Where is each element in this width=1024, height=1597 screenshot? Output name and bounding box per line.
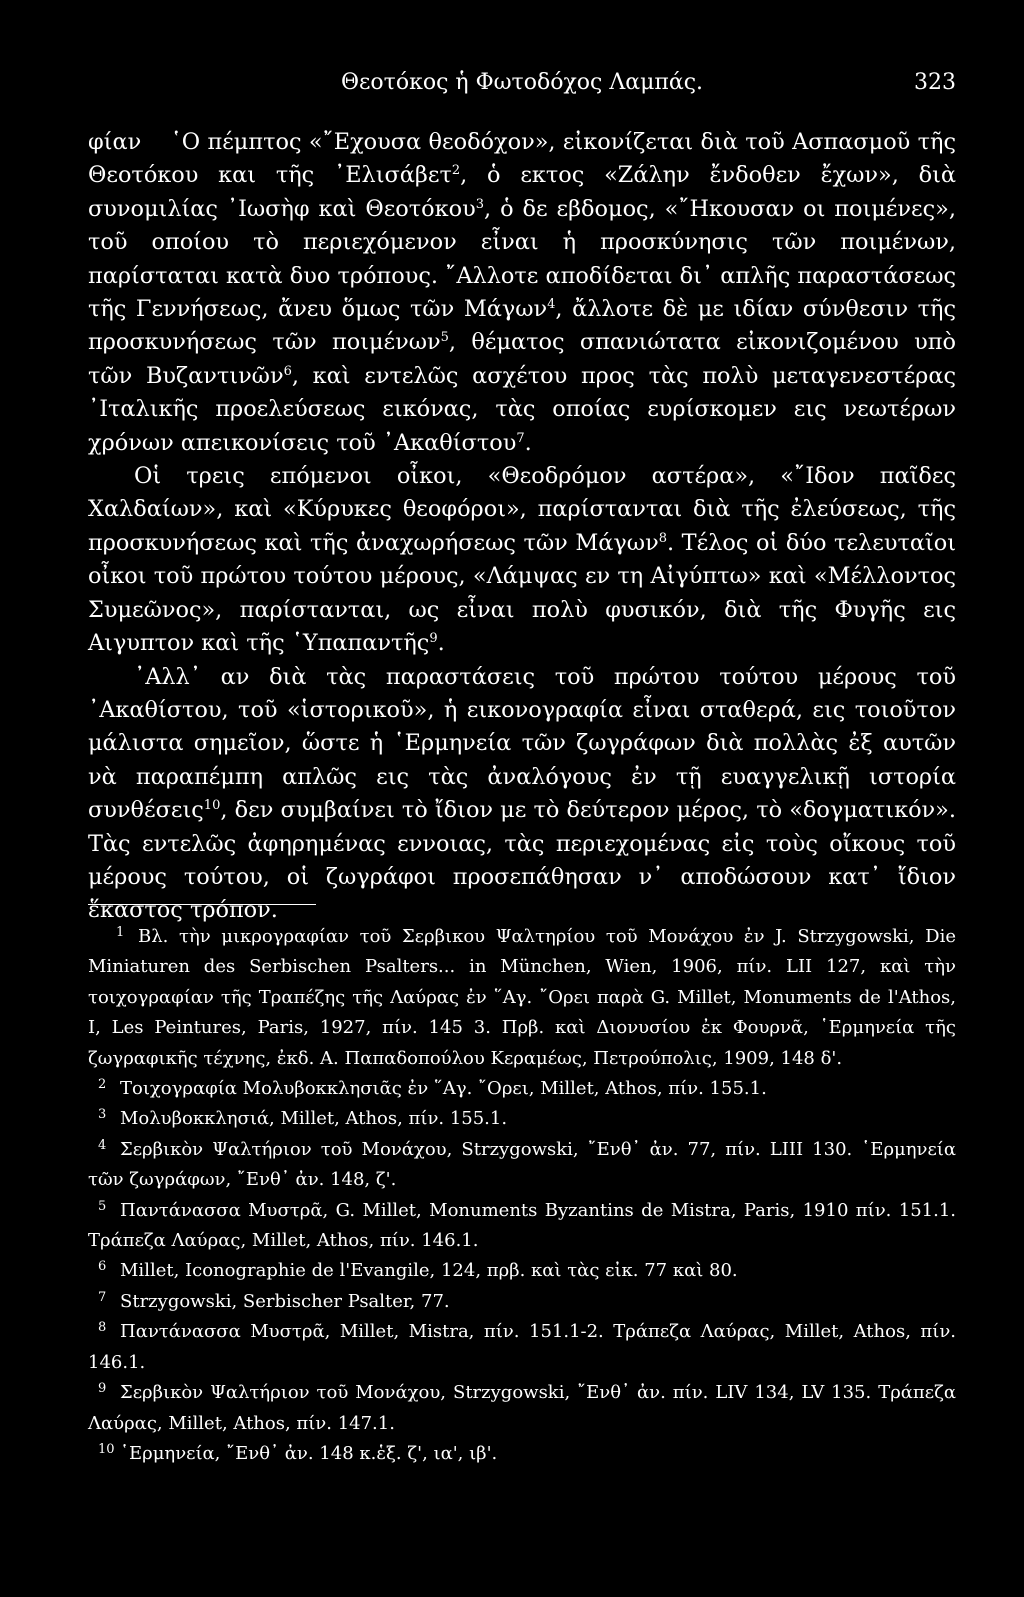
footnote-ref: 2 bbox=[451, 163, 461, 179]
paragraph-text: ῾Ο πέμπτος «῎Εχουσα θεοδόχον», εἰκονίζεται διὰ τοῦ Ασπασμοῦ τῆς Θεοτόκου και τῆς ᾿Ελισάβετ bbox=[88, 129, 957, 189]
footnote-text: Millet, Iconographie de l'Evangile, 124, πρβ. καὶ τὰς εἰκ. 77 καὶ 80. bbox=[120, 1260, 738, 1282]
footnote: 9 Σερβικὸν Ψαλτήριον τοῦ Μονάχου, Strzygowski, ῎Ενθ᾿ ἀν. πίν. LIV 134, LV 135. Τράπεζα Λαύρας, Millet, Athos, πίν. 147.1. bbox=[88, 1381, 956, 1434]
page-number: 323 bbox=[914, 70, 956, 95]
footnote-text: Σερβικὸν Ψαλτήριον τοῦ Μονάχου, Strzygowski, ῎Ενθ᾿ ἀν. 77, πίν. LIII 130. ῾Ερμηνεία τῶν ζωγράφων, ῎Ενθ᾿ ἀν. 148, ζ'. bbox=[88, 1138, 956, 1191]
running-title: Θεοτόκος ἡ Φωτοδόχος Λαμπάς. bbox=[340, 70, 704, 95]
footnote-ref: 9 bbox=[429, 631, 438, 647]
paragraph-1 bbox=[88, 126, 956, 460]
footnote-ref: 7 bbox=[516, 430, 525, 446]
paragraph-text: . bbox=[437, 630, 445, 657]
paragraph-text: , καὶ εντελῶς ασχέτου προς τὰς πολὺ μεταγενεστέρας ᾿Ιταλικῆς προελεύσεως εικόνας, τὰς οποίας ευρίσκομεν εις νεωτέρων χρόνων απεικονίσεις τοῦ ᾿Ακαθίστου bbox=[88, 362, 956, 456]
paragraph-2 bbox=[88, 460, 956, 660]
paragraph-lead-word: φίαν bbox=[88, 129, 142, 155]
footnote: 7 Strzygowski, Serbischer Psalter, 77. bbox=[98, 1289, 450, 1312]
footnote-ref: 6 bbox=[283, 363, 292, 379]
paragraph-3 bbox=[88, 661, 956, 928]
footnote-ref: 8 bbox=[658, 530, 667, 546]
paragraph-text: , θέματος σπανιώτατα εἰκονιζομένου υπὸ τῶν Βυζαντινῶν bbox=[88, 329, 956, 389]
footnote-text: Βλ. τὴν μικρογραφίαν τοῦ Σερβικου Ψαλτηρίου τοῦ Μονάχου ἐν J. Strzygowski, Die Miniaturen des Serbischen Psalters... in München, Wien, 1906, πίν. LII 127, καὶ τὴν τοιχογραφίαν τῆς Τραπέζης τῆς Λαύρας ἐν ῞Αγ. ῎Ορει παρὰ G. Millet, Monuments de l'Athos, I, Les Peintures, Paris, 1927, πίν. 145 3. Πρβ. καὶ Διονυσίου ἐκ Φουρνᾶ, ῾Ερμηνεία τῆς ζωγραφικῆς τέχνης, ἐκδ. Α. Παπαδοπούλου Κεραμέως, Πετρούπολις, 1909, 148 δ'. bbox=[88, 926, 956, 1069]
paragraph-text: Οἱ τρεις επόμενοι οἶκοι, «Θεοδρόμον αστέρα», «῎Ιδον παῖδες Χαλδαίων», καὶ «Κύρυκες θεοφόροι», παρίστανται διὰ τῆς ἐλεύσεως, τῆς προσκυνήσεως καὶ τῆς ἀναχωρήσεως τῶν Μάγων bbox=[88, 463, 956, 556]
footnote: 10 ῾Ερμηνεία, ῎Ενθ᾿ ἀν. 148 κ.ἑξ. ζ', ια', ιβ'. bbox=[98, 1441, 498, 1464]
footnote: 4 Σερβικὸν Ψαλτήριον τοῦ Μονάχου, Strzygowski, ῎Ενθ᾿ ἀν. 77, πίν. LIII 130. ῾Ερμηνεία τῶν ζωγράφων, ῎Ενθ᾿ ἀν. 148, ζ'. bbox=[88, 1137, 956, 1191]
footnotes bbox=[88, 922, 956, 1469]
paragraph-text: . Τέλος οἱ δύο τελευταῖοι οἶκοι τοῦ πρώτου τούτου μέρους, «Λάμψας εν τη Αἰγύπτω» καὶ «Μέλλοντος Συμεῶνος», παρίστανται, ως εἶναι πολὺ φυσικόν, διὰ τῆς Φυγῆς εις Αιγυπτον καὶ τῆς ῾Υπαπαντῆς bbox=[88, 529, 956, 657]
footnote-text: Σερβικὸν Ψαλτήριον τοῦ Μονάχου, Strzygowski, ῎Ενθ᾿ ἀν. πίν. LIV 134, LV 135. Τράπεζα Λαύρας, Millet, Athos, πίν. 147.1. bbox=[88, 1382, 956, 1434]
footnote: 5 Παντάνασσα Μυστρᾶ, G. Millet, Monuments Byzantins de Mistra, Paris, 1910 πίν. 151.1. Τράπεζα Λαύρας, Millet, Athos, πίν. 146.1. bbox=[88, 1198, 956, 1252]
footnote-ref: 10 bbox=[203, 798, 221, 814]
paragraph-text: ᾿Αλλ᾿ αν διὰ τὰς παραστάσεις τοῦ πρώτου τούτου μέρους τοῦ ᾿Ακαθίστου, τοῦ «ἱστορικοῦ», ἡ εικονογραφία εἶναι σταθερά, εις τοιοῦτον μάλιστα σημεῖον, ὥστε ἡ ῾Ερμηνεία τῶν ζωγράφων διὰ πολλὰς ἐξ αυτῶν νὰ παραπέμπη απλῶς εις τὰς ἀναλόγους ἐν τῇ ευαγγελικῇ ιστορία συνθέσεις bbox=[88, 663, 956, 824]
body-text bbox=[88, 126, 956, 928]
footnote-text: Παντάνασσα Μυστρᾶ, G. Millet, Monuments Byzantins de Mistra, Paris, 1910 πίν. 151.1. Τράπεζα Λαύρας, Millet, Athos, πίν. 146.1. bbox=[88, 1199, 956, 1252]
footnote-ref: 4 bbox=[547, 297, 556, 313]
footnote-text: Παντάνασσα Μυστρᾶ, Millet, Mistra, πίν. 151.1-2. Τράπεζα Λαύρας, Millet, Athos, πίν. 146.1. bbox=[88, 1321, 956, 1373]
footnote-text: ῾Ερμηνεία, ῎Ενθ᾿ ἀν. 148 κ.ἑξ. ζ', ια', ιβ'. bbox=[120, 1442, 498, 1464]
footnote-text: Μολυβοκκλησιά, Millet, Athos, πίν. 155.1. bbox=[120, 1108, 508, 1130]
paragraph-text: . bbox=[524, 429, 532, 456]
footnote-separator bbox=[88, 904, 316, 905]
footnote: 8 Παντάνασσα Μυστρᾶ, Millet, Mistra, πίν. 151.1-2. Τράπεζα Λαύρας, Millet, Athos, πίν. 146.1. bbox=[88, 1320, 956, 1373]
paragraph-text: , ἄλλοτε δὲ με ιδίαν σύνθεσιν τῆς προσκυνήσεως τῶν ποιμένων bbox=[88, 296, 956, 356]
footnote-text: Τοιχογραφία Μολυβοκκλησιᾶς ἐν ῞Αγ. ῎Ορει, Millet, Athos, πίν. 155.1. bbox=[120, 1078, 767, 1100]
running-head bbox=[88, 70, 956, 100]
paragraph-text: , δεν συμβαίνει τὸ ἴδιον με τὸ δεύτερον μέρος, τὸ «δογματικόν». Τὰς εντελῶς ἀφηρημένας εννοιας, τὰς περιεχομένας εἰς τοὺς οἴκους τοῦ μέρους τούτου, οἱ ζωγράφοι προσεπάθησαν ν᾿ αποδώσουν κατ᾿ ἴδιον ἕκαστος τρόπον. bbox=[88, 797, 956, 924]
footnote-ref: 5 bbox=[440, 330, 449, 346]
paragraph-text: , ὁ δε εβδομος, «῎Ηκουσαν οι ποιμένες», τοῦ οποίου τὸ περιεχόμενον εἶναι ἡ προσκύνησις τῶν ποιμένων, παρίσταται κατὰ δυο τρόπους. ῎Αλλοτε αποδίδεται δι᾿ απλῆς παραστάσεως τῆς Γεννήσεως, ἄνευ ὅμως τῶν Μάγων bbox=[88, 195, 956, 323]
footnote-text: Strzygowski, Serbischer Psalter, 77. bbox=[120, 1290, 450, 1312]
paragraph-text: , ὁ εκτος «Ζάλην ἔνδοθεν ἔχων», διὰ συνομιλίας ᾿Ιωσὴφ καὶ Θεοτόκου bbox=[88, 162, 957, 222]
footnote: 3 Μολυβοκκλησιά, Millet, Athos, πίν. 155.1. bbox=[98, 1107, 508, 1130]
footnote-ref: 3 bbox=[475, 196, 485, 212]
footnote: 1 Βλ. τὴν μικρογραφίαν τοῦ Σερβικου Ψαλτηρίου τοῦ Μονάχου ἐν J. Strzygowski, Die Miniaturen des Serbischen Psalters... in München, Wien, 1906, πίν. LII 127, καὶ τὴν τοιχογραφίαν τῆς Τραπέζης τῆς Λαύρας ἐν ῞Αγ. ῎Ορει παρὰ G. Millet, Monuments de l'Athos, I, Les Peintures, Paris, 1927, πίν. 145 3. Πρβ. καὶ Διονυσίου ἐκ Φουρνᾶ, ῾Ερμηνεία τῆς ζωγραφικῆς τέχνης, ἐκδ. Α. Παπαδοπούλου Κεραμέως, Πετρούπολις, 1909, 148 δ'. bbox=[88, 925, 956, 1069]
footnote: 6 Millet, Iconographie de l'Evangile, 124, πρβ. καὶ τὰς εἰκ. 77 καὶ 80. bbox=[98, 1259, 738, 1282]
footnote: 2 Τοιχογραφία Μολυβοκκλησιᾶς ἐν ῞Αγ. ῎Ορει, Millet, Athos, πίν. 155.1. bbox=[98, 1077, 767, 1100]
